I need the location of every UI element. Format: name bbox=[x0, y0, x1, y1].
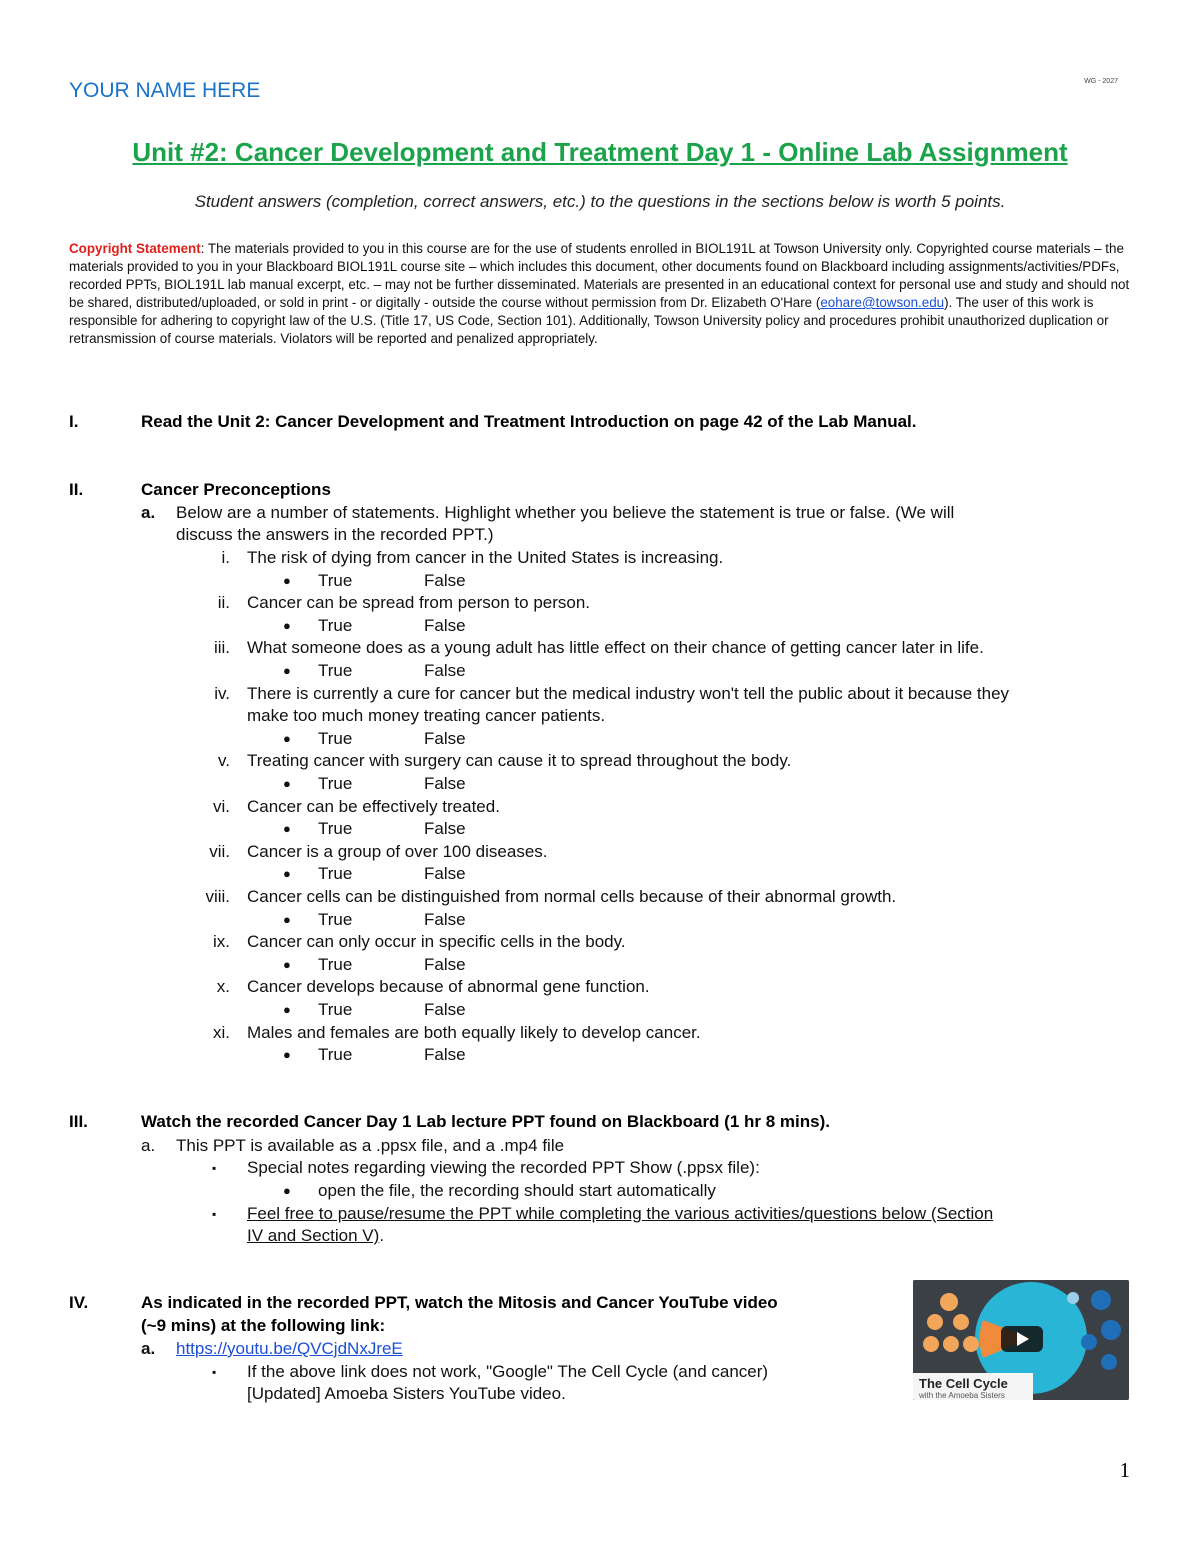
statement-text: Males and females are both equally likely to develop cancer. bbox=[247, 1022, 701, 1042]
bullet-icon: ● bbox=[283, 1183, 291, 1198]
section-4-note-1: If the above link does not work, "Google" The Cell Cycle (and cancer) bbox=[247, 1362, 769, 1381]
statement-number: ix. bbox=[213, 932, 230, 952]
section-3-note-2-line-1: Feel free to pause/resume the PPT while completing the various activities/questions below (Section bbox=[247, 1204, 994, 1223]
true-option[interactable]: True bbox=[318, 1045, 353, 1065]
square-bullet-icon: ▪ bbox=[212, 1365, 217, 1379]
statement-number: i. bbox=[221, 548, 230, 567]
section-4-note-2: [Updated] Amoeba Sisters YouTube video. bbox=[247, 1384, 566, 1403]
video-thumbnail-art bbox=[913, 1280, 1129, 1400]
thumbnail-subtitle: with the Amoeba Sisters bbox=[919, 1391, 1005, 1400]
statement-text: Cancer is a group of over 100 diseases. bbox=[247, 841, 548, 861]
bullet-icon: ● bbox=[283, 776, 291, 791]
false-option[interactable]: False bbox=[424, 864, 466, 884]
video-thumbnail[interactable] bbox=[913, 1280, 1129, 1400]
false-option[interactable]: False bbox=[424, 661, 466, 680]
true-option[interactable]: True bbox=[318, 819, 353, 839]
statement-number: v. bbox=[218, 751, 230, 771]
copyright-text-2: ). The user of this work is responsible for adhering to copyright law of the U.S. (Title 17, US Code, Section 101). Additionally, Towson University policy and procedures prohibit unauthorized duplication or retransmission of course materials. Violators will be reported and penalized appropriately. bbox=[69, 295, 1109, 346]
statement-number: ii. bbox=[217, 593, 230, 613]
statement-text: Cancer cells can be distinguished from normal cells because of their abnormal growth. bbox=[247, 887, 897, 906]
false-option[interactable]: False bbox=[424, 954, 466, 974]
section-3-note-1: Special notes regarding viewing the recorded PPT Show (.ppsx file): bbox=[247, 1158, 760, 1177]
bullet-icon: ● bbox=[283, 956, 291, 972]
section-2-a-text-2: discuss the answers in the recorded PPT.) bbox=[176, 525, 494, 544]
bullet-icon: ● bbox=[283, 821, 291, 837]
bullet-icon: ● bbox=[283, 866, 291, 882]
section-4-number: IV. bbox=[69, 1293, 89, 1312]
bullet-icon: ● bbox=[283, 663, 291, 678]
true-option[interactable]: True bbox=[318, 570, 353, 590]
true-option[interactable]: True bbox=[318, 909, 353, 929]
bullet-icon: ● bbox=[283, 617, 291, 633]
statement-text: Cancer develops because of abnormal gene function. bbox=[247, 977, 650, 997]
square-bullet-icon: ▪ bbox=[212, 1161, 217, 1175]
bullet-icon: ● bbox=[283, 730, 291, 746]
section-2-a-text-1: Below are a number of statements. Highlight whether you believe the statement is true or false. (We will bbox=[176, 503, 955, 522]
false-option[interactable]: False bbox=[424, 909, 466, 929]
bullet-icon: ● bbox=[283, 911, 291, 927]
bullet-icon: ● bbox=[283, 1002, 291, 1017]
false-option[interactable]: False bbox=[424, 1045, 466, 1065]
statement-number: iv. bbox=[214, 683, 230, 703]
student-name-placeholder[interactable]: YOUR NAME HERE bbox=[69, 79, 261, 102]
section-4-text-2: (~9 mins) at the following link: bbox=[141, 1316, 386, 1335]
false-option[interactable]: False bbox=[424, 1000, 466, 1019]
copyright-label: Copyright Statement bbox=[69, 241, 201, 256]
bullet-icon: ● bbox=[283, 572, 291, 588]
assignment-title: Unit #2: Cancer Development and Treatment Day 1 - Online Lab Assignment bbox=[132, 137, 1068, 167]
section-3-note-2-line-2 bbox=[247, 1225, 384, 1247]
square-bullet-icon: ▪ bbox=[212, 1207, 217, 1221]
section-3-a-text: This PPT is available as a .ppsx file, and a .mp4 file bbox=[176, 1136, 565, 1155]
section-1-text: Read the Unit 2: Cancer Development and Treatment Introduction on page 42 of the Lab Manual. bbox=[141, 412, 917, 431]
bullet-icon: ● bbox=[283, 1047, 291, 1063]
page-number: 1 bbox=[1119, 1458, 1130, 1482]
true-option[interactable]: True bbox=[318, 954, 353, 974]
copyright-text-1: : The materials provided to you in this course are for the use of students enrolled in BIOL191L at Towson University only. Copyrighted course materials – the materials provided to you in your Blackboard BIOL191L course site – which includes this document, other documents found on Blackboard including assignments/activities/PDFs, recorded PPTs, BIOL191L lab manual excerpt, etc. – may not be further disseminated. Materials are presented in an educational context for personal use and study and should not be shared, distributed/uploaded, or sold in print - or digitally - outside the course without permission from Dr. Elizabeth O'Hare ( bbox=[69, 241, 1130, 310]
section-3-note-2-end: . bbox=[379, 1226, 385, 1245]
section-1-number: I. bbox=[69, 412, 79, 431]
true-option[interactable]: True bbox=[318, 661, 353, 680]
section-4-text-1: As indicated in the recorded PPT, watch the Mitosis and Cancer YouTube video bbox=[141, 1293, 778, 1312]
true-option[interactable]: True bbox=[318, 774, 353, 793]
assignment-subtitle: Student answers (completion, correct answers, etc.) to the questions in the sections below is worth 5 points. bbox=[194, 192, 1006, 211]
statement-text: Cancer can only occur in specific cells in the body. bbox=[247, 932, 626, 952]
statement-text: The risk of dying from cancer in the United States is increasing. bbox=[247, 548, 724, 567]
section-3-number: III. bbox=[69, 1112, 88, 1131]
section-4-a-label: a. bbox=[141, 1339, 156, 1358]
statement-number: viii. bbox=[205, 887, 230, 906]
section-2-text: Cancer Preconceptions bbox=[141, 480, 331, 499]
true-option[interactable]: True bbox=[318, 615, 353, 635]
statement-number: x. bbox=[216, 977, 230, 997]
statement-text: There is currently a cure for cancer but the medical industry won't tell the public about it because they bbox=[247, 683, 1010, 703]
statement-text: make too much money treating cancer patients. bbox=[247, 706, 606, 726]
statement-text: Treating cancer with surgery can cause it to spread throughout the body. bbox=[247, 751, 792, 771]
false-option[interactable]: False bbox=[424, 570, 466, 590]
statement-text: Cancer can be effectively treated. bbox=[247, 796, 500, 816]
email-link[interactable]: eohare@towson.edu bbox=[820, 295, 945, 310]
true-option[interactable]: True bbox=[318, 728, 353, 748]
statement-number: xi. bbox=[213, 1022, 230, 1042]
section-2-a-label: a. bbox=[141, 503, 156, 522]
section-3-text: Watch the recorded Cancer Day 1 Lab lecture PPT found on Blackboard (1 hr 8 mins). bbox=[141, 1112, 830, 1131]
statement-number: vi. bbox=[213, 796, 230, 816]
false-option[interactable]: False bbox=[424, 728, 466, 748]
section-3-a-label: a. bbox=[141, 1136, 156, 1155]
false-option[interactable]: False bbox=[424, 615, 466, 635]
thumbnail-title: The Cell Cycle bbox=[919, 1376, 1008, 1391]
section-2-number: II. bbox=[69, 480, 84, 499]
youtube-link[interactable]: https://youtu.be/QVCjdNxJreE bbox=[176, 1339, 403, 1358]
section-3-note-1-sub: open the file, the recording should start automatically bbox=[318, 1181, 716, 1200]
header-note: WG - 2027 bbox=[1084, 78, 1118, 85]
statement-text: What someone does as a young adult has little effect on their chance of getting cancer later in life. bbox=[247, 638, 984, 658]
false-option[interactable]: False bbox=[424, 819, 466, 839]
true-option[interactable]: True bbox=[318, 1000, 353, 1019]
statement-number: vii. bbox=[209, 841, 230, 861]
copyright-statement bbox=[69, 240, 1131, 348]
section-3-note-2-underlined: IV and Section V) bbox=[247, 1226, 380, 1245]
section-4-link bbox=[176, 1338, 403, 1360]
statement-text: Cancer can be spread from person to person. bbox=[247, 593, 591, 613]
statement-number: iii. bbox=[213, 638, 230, 658]
false-option[interactable]: False bbox=[424, 774, 466, 793]
true-option[interactable]: True bbox=[318, 864, 353, 884]
